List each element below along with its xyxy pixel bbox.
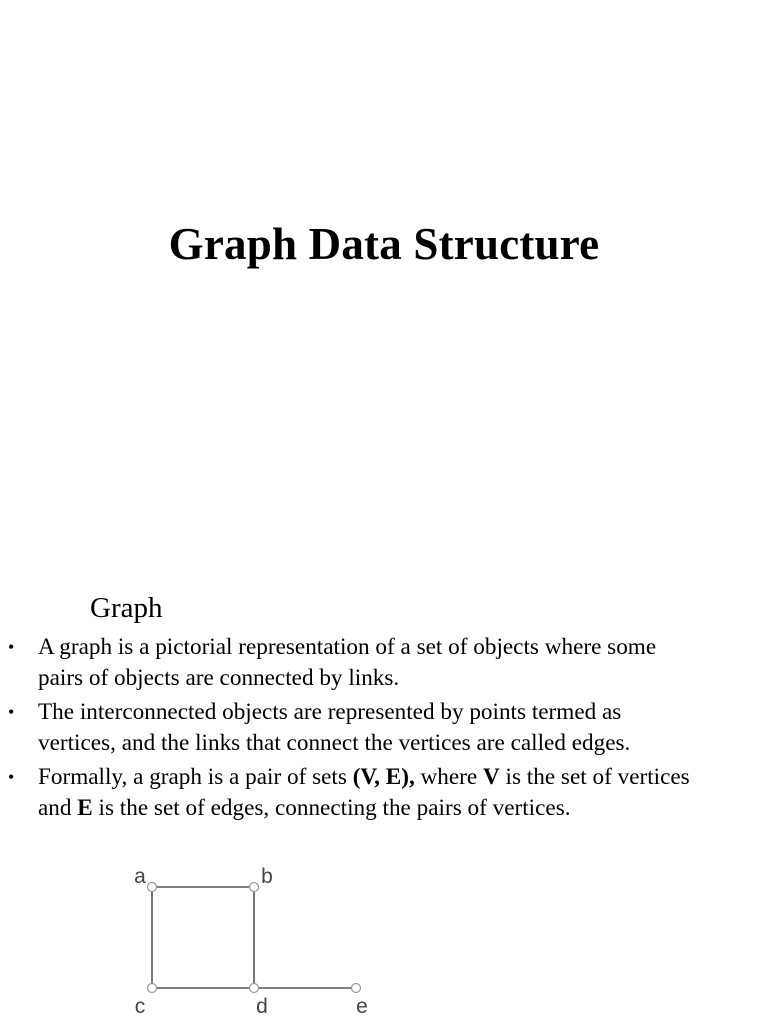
graph-vertex-d <box>250 984 259 993</box>
graph-vertex-a <box>148 883 157 892</box>
graph-vertex-e <box>352 984 361 993</box>
bullet-text-segment: The interconnected objects are represented by points termed as vertices, and the links that connect the vertices are called edges. <box>38 699 631 756</box>
graph-vertex-label-d: d <box>256 995 268 1018</box>
bullet-text-segment: where <box>414 764 483 790</box>
bullet-text-segment: A graph is a pictorial representation of a set of objects where some pairs of objects are connected by links. <box>38 634 657 691</box>
bullet-text-bold-segment: E <box>77 794 93 821</box>
bullet-text-bold-segment: (V, E), <box>352 764 415 790</box>
graph-vertex-label-c: c <box>134 995 146 1018</box>
graph-vertex-label-e: e <box>356 995 368 1018</box>
bullet-text-segment: Formally, a graph is a pair of sets <box>38 764 353 790</box>
slide-title: Graph Data Structure <box>168 219 600 269</box>
bullet-text-bold-segment: V <box>483 764 500 790</box>
graph-vertex-label-b: b <box>261 865 273 888</box>
bullet-icon: • <box>8 637 15 657</box>
bullet-text-segment: is the set of vertices and <box>38 764 690 821</box>
graph-vertex-b <box>250 883 259 892</box>
section-heading: Graph <box>90 592 163 624</box>
graph-vertex-label-a: a <box>134 865 146 888</box>
bullet-icon: • <box>8 767 15 787</box>
bullet-text-segment: is the set of edges, connecting the pairs of vertices. <box>92 794 571 821</box>
bullet-icon: • <box>8 702 15 722</box>
graph-vertex-c <box>148 984 157 993</box>
